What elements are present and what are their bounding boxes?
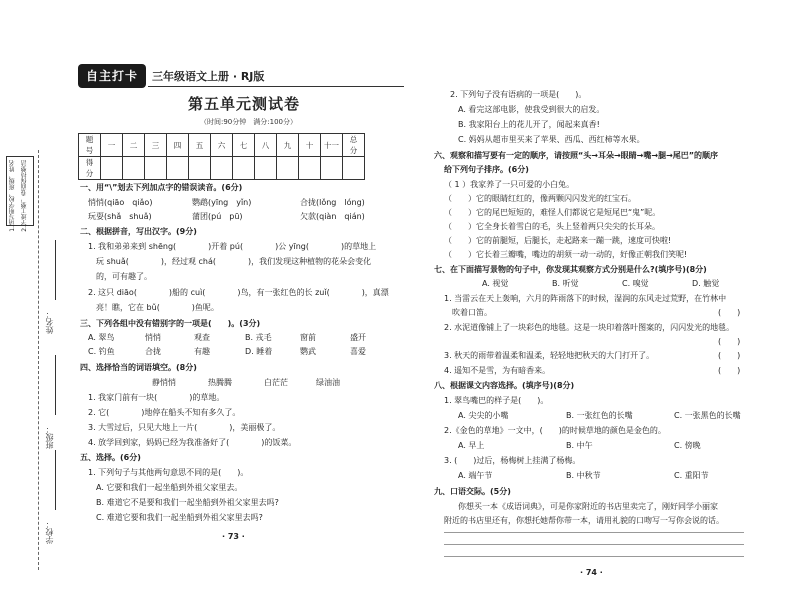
section-4-heading: 四、选择恰当的词语填空。(8分): [80, 363, 197, 372]
s4-line: 1. 我家门前有一块( )的草地。: [88, 393, 225, 402]
answer-line[interactable]: [444, 532, 744, 533]
s5-option: B. 难道它不是要和我们一起坐船到外祖父家里去吗?: [96, 498, 279, 507]
answer-paren[interactable]: ( ): [718, 308, 741, 317]
s3-item: 悄悄: [145, 333, 161, 342]
s2-line: 2. 这只 diāo( )船的 cuì( )鸟，有一张红色的长 zuǐ( )，真漂: [88, 288, 389, 297]
q2-option: C. 妈妈从超市里买来了苹果、西瓜、西红柿等水果。: [458, 135, 645, 144]
s6-item: （ 1 ）我家养了一只可爱的小白兔。: [444, 180, 575, 189]
section-6-heading-cont: 给下列句子排序。(6分): [444, 165, 529, 174]
s1-item: 蒲团(pú pū): [192, 212, 243, 221]
s3-item: A. 翠鸟: [88, 333, 115, 342]
s8-option: B. 中午: [566, 441, 593, 450]
s5-line: 1. 下列句子与其他两句意思不同的是( )。: [88, 468, 249, 477]
cell: 七: [233, 134, 255, 157]
s3-item: 窗前: [300, 333, 316, 342]
word-option: 热腾腾: [208, 378, 232, 387]
s6-item: （ ）它全身长着雪白的毛，头上竖着两只尖尖的长耳朵。: [444, 222, 660, 231]
cell: 题 号: [79, 134, 101, 157]
class-label: 班级：: [45, 425, 54, 449]
section-1-heading: 一、用“\”划去下列加点字的错误读音。(6分): [80, 183, 243, 192]
score-header-row: [79, 134, 365, 157]
s8-line: 2.《金色的草地》一文中，( )的时候草地的颜色是金色的。: [444, 426, 666, 435]
s5-option: A. 它要和我们一起坐船到外祖父家里去。: [96, 483, 243, 492]
s4-line: 4. 放学回到家，妈妈已经为我准备好了( )的饭菜。: [88, 438, 297, 447]
cell: 二: [123, 134, 145, 157]
s7-line: 4. 遥知不是雪，为有暗香来。: [444, 366, 551, 375]
s1-item: 悄悄(qiāo qiǎo): [88, 198, 153, 207]
score-cell[interactable]: [189, 157, 211, 180]
answer-paren[interactable]: ( ): [718, 351, 741, 360]
name-label: 姓名：: [45, 310, 54, 334]
s6-item: （ ）它的尾巴短短的，难怪人们都说它是短尾巴“鬼”呢。: [444, 208, 661, 217]
score-cell[interactable]: [211, 157, 233, 180]
s7-line: 吹着口笛。: [452, 308, 492, 317]
s7-option: D. 触觉: [692, 279, 720, 288]
s8-option: B. 一张红色的长嘴: [566, 411, 633, 420]
s7-line: 3. 秋天的雨带着温柔和温柔，轻轻地把秋天的大门打开了。: [444, 351, 655, 360]
s5-option: C. 难道它要和我们一起坐船到外祖父家里去吗?: [96, 513, 263, 522]
s3-item: B. 戎毛: [245, 333, 272, 342]
s2-line: 亮！瞧，它在 bǔ( )鱼呢。: [96, 303, 219, 312]
s3-item: 鹦武: [300, 347, 316, 356]
s3-item: D. 睡着: [245, 347, 273, 356]
s6-item: （ ）它长着三瓣嘴，嘴边的胡须一动一动的，好像正朝我们笑呢!: [444, 250, 688, 259]
section-3-heading: 三、下列各组中没有错别字的一项是( )。(3分): [80, 319, 261, 328]
q2-line: 2. 下列句子没有语病的一项是( )。: [450, 90, 587, 99]
answer-line[interactable]: [444, 556, 744, 557]
page-number-right: · 74 ·: [580, 568, 603, 577]
s3-item: 盛开: [350, 333, 366, 342]
page-title: 第五单元测试卷: [188, 95, 301, 113]
section-6-heading: 六、观察和描写要有一定的顺序，请按照“头→耳朵→眼睛→嘴→腿→尾巴”的顺序: [434, 151, 719, 160]
class-line: [55, 355, 56, 415]
s8-option: C. 傍晚: [674, 441, 701, 450]
q2-option: B. 我家阳台上的花儿开了，闻起来真香!: [458, 120, 600, 129]
school-label: 学校：: [45, 520, 54, 544]
s6-item: （ ）它的前腿短，后腿长，走起路来一蹦一跳，速度可快啦!: [444, 236, 672, 245]
answer-line[interactable]: [444, 544, 744, 545]
score-cell[interactable]: [343, 157, 365, 180]
s1-item: 鹦鹉(yīng yǐn): [192, 198, 252, 207]
s7-line: 2. 水泥道像铺上了一块彩色的地毯。这是一块印着落叶图案的，闪闪发光的地毯。: [444, 323, 735, 332]
s7-option: B. 听觉: [552, 279, 579, 288]
s8-option: C. 重阳节: [674, 471, 709, 480]
s3-item: 合拢: [145, 347, 161, 356]
s7-line: 1. 当雷云在天上轰响，六月的阵雨落下的时候，湿润的东风走过荒野，在竹林中: [444, 294, 727, 303]
cell: 十一: [321, 134, 343, 157]
s2-line: 玩 shuǎ( )，经过观 chá( )，我们发现这种植物的花朵会变化: [96, 257, 372, 266]
s8-option: B. 中秋节: [566, 471, 601, 480]
cut-line: [38, 150, 39, 570]
cell: 三: [145, 134, 167, 157]
s1-item: 玩耍(shǎ shuǎ): [88, 212, 152, 221]
word-option: 绿油油: [316, 378, 340, 387]
word-option: 静悄悄: [152, 378, 176, 387]
score-table: [78, 133, 365, 180]
cell: 总 分: [343, 134, 365, 157]
q2-option: A. 看完这部电影，使我受到很大的启发。: [458, 105, 605, 114]
series-label: 三年级语文上册 · RJ版: [152, 70, 265, 83]
s9-line: 附近的书店里还有，你想托她帮你带一本，请用礼貌的口吻写一写你会说的话。: [444, 516, 724, 525]
section-7-heading: 七、在下面描写景物的句子中，你发现其观察方式分别是什么?(填序号)(8分): [434, 265, 707, 274]
cell: 六: [211, 134, 233, 157]
cell: 九: [277, 134, 299, 157]
cell: 八: [255, 134, 277, 157]
s8-option: A. 尖尖的小嘴: [458, 411, 509, 420]
brand-logo: 自主打卡: [78, 64, 146, 88]
notice-line-1: 1.请写明学校、班级、姓名: [9, 160, 16, 232]
s8-option: A. 端午节: [458, 471, 493, 480]
s3-item: 观查: [194, 333, 210, 342]
score-cell[interactable]: [167, 157, 189, 180]
right-page: [420, 0, 800, 592]
s3-item: 喜爱: [350, 347, 366, 356]
s8-line: 1. 翠鸟嘴巴的样子是( )。: [444, 396, 549, 405]
s4-line: 2. 它( )地停在船头不知有多久了。: [88, 408, 241, 417]
s8-line: 3. ( )过后，杨梅树上挂满了杨梅。: [444, 456, 581, 465]
s2-line: 1. 我和弟弟来到 shēng( )开着 pú( )公 yīng( )的草地上: [88, 242, 377, 251]
cell: 四: [167, 134, 189, 157]
s8-option: C. 一张黑色的长嘴: [674, 411, 741, 420]
s1-item: 合拢(lǒng lóng): [300, 198, 365, 207]
s4-line: 3. 大雪过后，只见大地上一片( )，美丽极了。: [88, 423, 281, 432]
word-option: 白茫茫: [264, 378, 288, 387]
score-cell[interactable]: [277, 157, 299, 180]
score-cell[interactable]: [101, 157, 123, 180]
cell: 一: [101, 134, 123, 157]
s9-line: 你想买一本《成语词典》，可是你家附近的书店里卖完了，刚好同学小丽家: [458, 502, 718, 511]
section-2-heading: 二、根据拼音，写出汉字。(9分): [80, 227, 197, 236]
s3-item: C. 钓鱼: [88, 347, 115, 356]
score-cell[interactable]: [299, 157, 321, 180]
score-value-row: [79, 157, 365, 180]
cell: 十: [299, 134, 321, 157]
section-9-heading: 九、口语交际。(5分): [434, 487, 511, 496]
score-cell[interactable]: [255, 157, 277, 180]
score-cell[interactable]: [321, 157, 343, 180]
s2-line: 的，可有趣了。: [96, 272, 152, 281]
score-cell[interactable]: [233, 157, 255, 180]
s8-option: A. 早上: [458, 441, 485, 450]
notice-line-2: 2.字迹工整，卷面保持整洁: [21, 160, 28, 232]
time-score-note: （时间:90分钟 满分:100分）: [200, 118, 297, 126]
s7-option: A. 视觉: [482, 279, 509, 288]
cell: 五: [189, 134, 211, 157]
name-line: [55, 240, 56, 300]
s7-option: C. 嗅觉: [622, 279, 649, 288]
cell: 得 分: [79, 157, 101, 180]
header-rule: [148, 86, 404, 87]
s3-item: 有趣: [194, 347, 210, 356]
answer-paren[interactable]: ( ): [718, 337, 741, 346]
score-cell[interactable]: [123, 157, 145, 180]
s1-item: 欠款(qiàn qián): [300, 212, 365, 221]
score-cell[interactable]: [145, 157, 167, 180]
answer-paren[interactable]: ( ): [718, 366, 741, 375]
page-number-left: · 73 ·: [222, 532, 245, 541]
s6-item: （ ）它的眼睛红红的，像两颗闪闪发光的红宝石。: [444, 194, 636, 203]
binding-margin: [0, 0, 75, 592]
school-line: [55, 450, 56, 510]
section-8-heading: 八、根据课文内容选择。(填序号)(8分): [434, 381, 575, 390]
section-5-heading: 五、选择。(6分): [80, 453, 141, 462]
